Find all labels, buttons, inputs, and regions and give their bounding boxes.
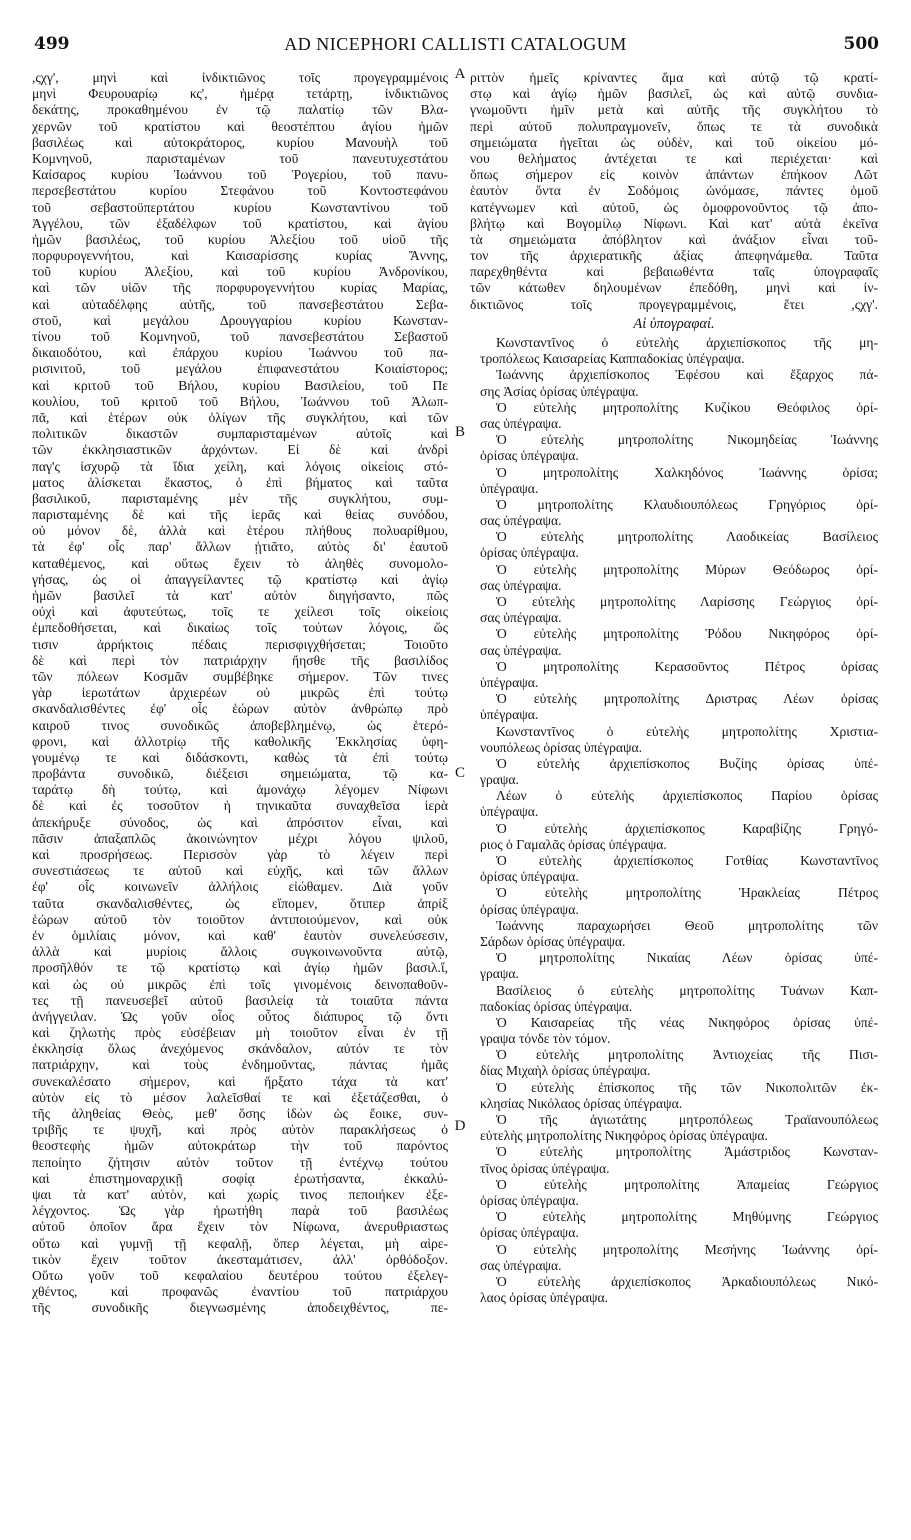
subscription-line: Ὁ εὐτελὴς μητροπολίτης Ἀμάστριδος Κωνσταν-	[496, 1144, 878, 1160]
text-line: ἐκκλησίᾳ ὅλως ἀνεχόμενος σκάνδαλον, αὐτόν τε τὸν	[32, 1041, 448, 1057]
subscription-continuation: σας ὑπέγραψα.	[480, 642, 562, 658]
margin-letter-b: B	[454, 424, 465, 440]
subscription-continuation: τροπόλεως Καισαρείας Καππαδοκίας ὑπέγραψα.	[480, 351, 745, 367]
text-line: ἐν ὁμιλίαις μόνον, καὶ καθ' ἑαυτὸν συνελεύσεσιν,	[32, 927, 448, 943]
subscription-continuation: ὑπέγραψα.	[480, 480, 539, 496]
subscription-line: Ὁ εὐτελὴς μητροπολίτης Δριστρας Λέων ὁρίσας	[496, 691, 878, 707]
text-line: οὐ μόνον δὲ, ἀλλὰ καὶ ἑτέρου πλήθους πολυαρίθμου,	[32, 523, 448, 539]
text-line: ἀπεκήρυξε σύνοδος, ὡς καὶ ἀπρόσιτον εἶναι, καὶ	[32, 814, 448, 830]
subscription-line: Ὁ εὐτελὴς μητροπολίτης Ἀντιοχείας τῆς Πισι-	[496, 1047, 878, 1063]
text-line: τες τῇ πανευσεβεῖ αὐτοῦ βασιλείᾳ τὰ τοιαῦτα πάντα	[32, 992, 448, 1008]
left-column	[32, 70, 448, 1316]
subscription-continuation: σας ὑπέγραψα.	[480, 1257, 562, 1273]
subscription-continuation: λαος ὁρίσας ὑπέγραψα.	[480, 1290, 609, 1306]
right-column	[470, 70, 878, 1306]
text-line: τῆς ἀληθείας Θεὸς, μεθ' ὅσης ἰδὼν ὡς ἔοικε, συν-	[32, 1106, 448, 1121]
subscription-line: Ὁ μητροπολίτης Κερασοῦντος Πέτρος ὁρίσας	[496, 658, 878, 674]
text-line: παρισταμένης δὲ καὶ τῆς ἱερᾶς καὶ θείας συνόδου,	[32, 507, 448, 523]
text-line: δὲ καὶ ἐς τοσοῦτον ἡ τηνικαῦτα συναχθεῖσα ἱερὰ	[32, 798, 448, 814]
text-line: τῶν πόλεων Κοσμᾶν συμβέβηκε σήμερον. Τῶν τινες	[32, 668, 448, 684]
text-line: καὶ κριτοῦ τοῦ Βήλου, κυρίου Βασιλείου, τοῦ Πε	[32, 377, 448, 393]
text-line: μηνὶ Φευρουαρίῳ κς', ἡμέρᾳ τετάρτῃ, ἰνδικτιῶνος	[32, 86, 448, 102]
text-line: δεκάτης, προκαθημένου ἐν τῷ παλατίῳ τῶν Βλα-	[32, 102, 448, 118]
text-line: συνεστιάσεως τε αὐτοῦ καὶ εὐχῆς, καὶ τῶν ἄλλων	[32, 863, 448, 879]
text-line: τὰ ἐφ' οἷς παρ' ἄλλων ᾐτιᾶτο, αὐτὸς δι' ἑαυτοῦ	[32, 539, 448, 555]
text-line: συνεκαλέσατο σήμερον, καὶ ἤρξατο τάχα τὰ κατ'	[32, 1073, 448, 1089]
subscription-line: Ὁ εὐτελὴς ἐπίσκοπος τῆς τῶν Νικοπολιτῶν ἐκ-	[496, 1079, 878, 1095]
text-line: Καίσαρος κυρίου Ἰωάννου τοῦ Ῥογερίου, τοῦ πανυ-	[32, 167, 448, 183]
subscription-line: Κωνσταντῖνος ὁ εὐτελὴς μητροπολίτης Χριστια-	[496, 723, 878, 739]
subscription-continuation: ὑπέγραψα.	[480, 707, 539, 723]
text-line: καὶ ὡς οὐ μικρῶς ἐπὶ τοῖς γινομένοις δεινοπαθοῦν-	[32, 976, 448, 992]
subscription-line: Ὁ μητροπολίτης Νικαίας Λέων ὁρίσας ὑπέ-	[496, 950, 878, 966]
text-line: καὶ αὐταδέλφης αὐτῆς, τοῦ πανσεβεστάτου Σεβα-	[32, 296, 448, 312]
subscription-line: Ὁ μητροπολίτης Χαλκηδόνος Ἰωάννης ὁρίσα;	[496, 464, 878, 480]
text-line: καὶ τῶν υἱῶν τῆς πορφυρογεννήτου κυρίας Μαρίας,	[32, 280, 448, 296]
text-line: ριττὸν ἡμεῖς κρίναντες ἅμα καὶ αὐτῷ τῷ κρατί-	[470, 70, 878, 85]
subscription-line: Ὁ εὐτελὴς μητροπολίτης Ἡρακλείας Πέτρος	[496, 885, 878, 901]
text-line: δικτιῶνος τοῖς προγεγραμμένοις, ἔτει ,ςχγ'.	[470, 296, 878, 312]
margin-letter-d: D	[454, 1118, 466, 1134]
subscription-line: Ὁ εὐτελὴς μητροπολίτης Μεσήνης Ἰωάννης ὁρί-	[496, 1241, 878, 1257]
text-line: ἐφ' οἷς κοινωνεῖν ἀλλήλοις εἰώθαμεν. Διὰ γοῦν	[32, 879, 448, 895]
subscription-continuation: τῖνος ὁρίσας ὑπέγραψα.	[480, 1160, 610, 1176]
text-line: ἀνήγγειλαν. Ὡς γοῦν οἷος οὗτος διάπυρος τῷ ὄντι	[32, 1008, 448, 1024]
text-line: τισιν ἀρρήκτοις πέδαις περισφιγχθήσεται; Τοιοῦτο	[32, 636, 448, 652]
text-line: λέγχοντος. Ὡς γὰρ ἠρωτήθη παρὰ τοῦ βασιλέως	[32, 1203, 448, 1219]
text-line: καὶ ζηλωτὴς πρὸς εὐσέβειαν μὴ τοιοῦτον εἶναι ἐν τῇ	[32, 1025, 448, 1041]
subscription-continuation: ριος ὁ Γαμαλᾶς ὁρίσας ὑπέγραψα.	[480, 836, 667, 852]
text-line: τοῦ σεβαστοϋπερτάτου κυρίου Κωνσταντίνου τοῦ	[32, 199, 448, 215]
text-line: σκανδαλισθέντες ἐφ' οἷς ἑώρων αὐτὸν ἀνθρώπῳ πρὸ	[32, 701, 448, 717]
text-line: χερνῶν τοῦ κρατίστου καὶ θεοστέπτου ἁγίου ἡμῶν	[32, 118, 448, 134]
text-line: Ἀγγέλου, τῶν ἐξαδέλφων τοῦ κρατίστου, καὶ ἁγίου	[32, 215, 448, 231]
text-line: τῆς συνοδικῆς διεγνωσμένης ἀποδειχθέντος, πε-	[32, 1300, 448, 1316]
text-line: πεποίητο ζήτησιν αὐτὸν τοῦτον τῇ ἐντέχνῳ τούτου	[32, 1154, 448, 1170]
text-line: ταῦτα σκανδαλισθέντες, ὡς εἴπομεν, ὅτιπερ ἀπρίξ	[32, 895, 448, 911]
subscription-continuation: ὁρίσας ὑπέγραψα.	[480, 1225, 579, 1241]
subscription-continuation: σας ὑπέγραψα.	[480, 610, 562, 626]
running-header	[28, 34, 883, 60]
text-line: δὲ καὶ περὶ τὸν πατριάρχην ἤησθε τῆς βασιλίδος	[32, 652, 448, 668]
text-line: πατριάρχην, καὶ τοὺς ἐνδημοῦντας, πάντας ἡμᾶς	[32, 1057, 448, 1073]
subscription-continuation: νουπόλεως ὁρίσας ὑπέγραψα.	[480, 739, 643, 755]
text-line: ρισινιτοῦ, τοῦ μεγάλου ἐπιφανεστάτου Κοιαίστορος;	[32, 361, 448, 377]
text-line: βασιλέως καὶ αὐτοκράτορος, κυρίου Μανουὴλ τοῦ	[32, 134, 448, 150]
text-line: τοῦ κυρίου Ἀλεξίου, καὶ τοῦ κυρίου Ἀνδρονίκου,	[32, 264, 448, 280]
subscription-line: Ὁ εὐτελὴς μητροπολίτης Κυζίκου Θεόφιλος ὁρί-	[496, 399, 878, 415]
section-heading: Αἱ ὑπογραφαί.	[633, 315, 715, 332]
subscription-continuation: ὑπέγραψα.	[480, 674, 539, 690]
text-line: ἡμῶν βασιλέως, τοῦ κυρίου Ἀλεξίου τοῦ υἱοῦ τῆς	[32, 231, 448, 247]
text-line: παρεχθηθέντα καὶ βεβαιωθέντα ταῖς ὑπογραφαῖς	[470, 264, 878, 280]
text-line: ἀλλὰ καὶ μυρίοις ἄλλοις συγκοινωνοῦντα αὐτῷ,	[32, 944, 448, 960]
text-line: αὐτὸν εἰς τὸ μέσον λαλεῖσθαί τε καὶ ἐξετάζεσθαι, ὁ	[32, 1089, 448, 1105]
text-line: τῶν κάτωθεν δηλουμένων ἐπεδόθη, μηνὶ καὶ ἰν-	[470, 280, 878, 296]
text-line: χθέντος, καὶ προφανῶς ἐναντίου τοῦ πατριάρχου	[32, 1284, 448, 1300]
subscription-continuation: εὐτελὴς μητροπολίτης Νικηφόρος ὁρίσας ὑπέγραψα.	[480, 1128, 768, 1144]
text-line: κατέγνωμεν καὶ αὐτοῦ, ὡς ὁμοφρονοῦντος τῷ ἀπο-	[470, 199, 878, 215]
subscription-line: Ὁ εὐτελὴς ἀρχιεπίσκοπος Βυζίης ὁρίσας ὑπέ-	[496, 755, 878, 771]
subscription-line: Ὁ εὐτελὴς μητροπολίτης Μύρων Θεόδωρος ὁρί-	[496, 561, 878, 577]
text-line: πορφυρογεννήτου, καὶ Καισαρίσσης κυρίας Ἄννης,	[32, 248, 448, 264]
subscription-line: Ὁ εὐτελὴς ἀρχιεπίσκοπος Ἀρκαδιουπόλεως Νικό-	[496, 1273, 878, 1289]
text-line: γνωμοῦντι ἡμῖν μετὰ καὶ αὐτῆς τῆς συγκλήτου τὸ	[470, 102, 878, 118]
subscription-line: Ὁ εὐτελὴς μητροπολίτης Ἀπαμείας Γεώργιος	[496, 1176, 878, 1192]
subscription-line: Ὁ εὐτελὴς μητροπολίτης Μηθύμνης Γεώργιος	[496, 1209, 878, 1225]
text-line: ταράτῳ δὴ τούτῳ, καὶ ἀμονάχῳ λέγομεν Νίφωνι	[32, 782, 448, 798]
running-title: AD NICEPHORI CALLISTI CATALOGUM	[284, 34, 627, 54]
text-line: σημειώματα ἡγεῖται ὡς οὐδὲν, καὶ τοῦ οἰκείου μό-	[470, 134, 878, 150]
text-line: αὐτοῦ ὁποῖον ἄρα ἔχειν τὸν Νίφωνα, ἀνερυθριαστως	[32, 1219, 448, 1235]
subscription-continuation: παδοκίας ὁρίσας ὑπέγραψα.	[480, 998, 633, 1014]
text-line: στῳ καὶ ἁγίῳ ἡμῶν βασιλεῖ, ὡς καὶ αὐτῷ συνδια-	[470, 86, 878, 102]
text-line: ψαι τὰ κατ' αὐτὸν, καὶ χωρίς τινος πεποιήκεν ἐξε-	[32, 1186, 448, 1202]
subscription-continuation: ὁρίσας ὑπέγραψα.	[480, 869, 579, 885]
subscription-continuation: ὁρίσας ὑπέγραψα.	[480, 448, 579, 464]
subscription-continuation: Σάρδων ὁρίσας ὑπέγραψα.	[480, 933, 626, 949]
text-line: καὶ ἐπιστημοναρχικῇ σοφίᾳ ἐρωτήσαντα, ἐκκαλύ-	[32, 1170, 448, 1186]
text-line: ὅπως σήμερον εἰς κοινὸν ἁπάντων ἐπήκοον Λῶτ	[470, 167, 878, 183]
text-line: Οὕτω γοῦν τοῦ κεφαλαίου δευτέρου τούτου ἐξελεγ-	[32, 1267, 448, 1283]
text-line: νου θελήματος ἀντέχεται τε καὶ περιέχεται· καὶ	[470, 150, 878, 166]
text-line: Κομνηνοῦ, παρισταμένων τοῦ πανευτυχεστάτου	[32, 150, 448, 166]
subscription-continuation: σας ὑπέγραψα.	[480, 415, 562, 431]
text-line: θεοστεφὴς ἡμῶν αὐτοκράτωρ τὴν τοῦ παρόντος	[32, 1138, 448, 1154]
subscription-continuation: γραψα τόνδε τὸν τόμον.	[480, 1031, 611, 1047]
text-line: ἑαυτὸν ὄντα ἐν Σοδόμοις ὠνόμασε, πάντες ὁμοῦ	[470, 183, 878, 199]
subscription-continuation: σας ὑπέγραψα.	[480, 513, 562, 529]
text-line: γουμένῳ τε καὶ διδάσκοντι, καθὼς τὰ ἐπὶ τούτῳ	[32, 749, 448, 765]
text-line: περὶ αὐτοῦ πολυπραγμονεῖν, ὅπως τε τὰ συνοδικὰ	[470, 118, 878, 134]
text-line: τριβῆς τε ψυχῆ, καὶ πρὸς αὐτὸν παρακλήσεως ὁ	[32, 1122, 448, 1138]
text-line: καιροῦ τινος συνοδικῶς ἀποβεβλημένῳ, ὡς ἑτερό-	[32, 717, 448, 733]
text-line: καταθέμενος, καὶ οὕτως ἔχειν τὸ ἀληθὲς συνομολο-	[32, 555, 448, 571]
text-line: περσεβεστάτου κυρίου Στεφάνου τοῦ Κοντοστεφάνου	[32, 183, 448, 199]
text-line: γὰρ ἱερωτάτων ἀρχιερέων οὐ μικρῶς ἐπὶ τούτῳ	[32, 685, 448, 701]
text-line: γήσας, ὡς οἱ ἀπαγγείλαντες τῷ κρατίστῳ καὶ ἁγίῳ	[32, 571, 448, 587]
subscription-continuation: δίας Μιχαὴλ ὁρίσας ὑπέγραψα.	[480, 1063, 651, 1079]
subscription-continuation: σας ὑπέγραψα.	[480, 577, 562, 593]
subscription-line: Βασίλειος ὁ εὐτελὴς μητροπολίτης Τυάνων Καπ-	[496, 982, 878, 998]
subscription-line: Λέων ὁ εὐτελὴς ἀρχιεπίσκοπος Παρίου ὁρίσας	[496, 788, 878, 804]
subscription-continuation: γραψα.	[480, 772, 519, 788]
subscription-continuation: γραψα.	[480, 966, 519, 982]
page-number-left: 499	[34, 34, 70, 54]
subscription-continuation: ὑπέγραψα.	[480, 804, 539, 820]
text-line: πᾶσιν ἀπαξαπλῶς ἀκοινώνητον μέχρι λόγου ψιλοῦ,	[32, 830, 448, 846]
text-line: τῶν ἐκκλησιαστικῶν ἀρχόντων. Εἰ δὲ καὶ ἀνδρὶ	[32, 442, 448, 458]
text-line: στοῦ, καὶ μεγάλου Δρουγγαρίου κυρίου Κωνσταν-	[32, 312, 448, 328]
text-line: δικαιοδότου, καὶ ἐπάρχου κυρίου Ἰωάννου τοῦ πα-	[32, 345, 448, 361]
text-line: παγ'ς ἰσχυρῷ τὰ ἴδια χείλη, καὶ λόγοις οἰκείοις στό-	[32, 458, 448, 474]
text-line: τον τῆς ἀρχιερατικῆς ἀξίας ἀπεφηνάμεθα. Ταῦτα	[470, 248, 878, 264]
subscription-line: Ἰωάννης ἀρχιεπίσκοπος Ἐφέσου καὶ ἔξαρχος πά-	[496, 367, 878, 383]
subscription-continuation: κλησίας Νικόλαος ὁρίσας ὑπέγραψα.	[480, 1095, 683, 1111]
subscription-continuation: ὁρίσας ὑπέγραψα.	[480, 1192, 579, 1208]
page-number-right: 500	[843, 34, 879, 54]
subscription-continuation: ὁρίσας ὑπέγραψα.	[480, 901, 579, 917]
text-line: τικὸν ἔχειν τοῦτον ἀκεσταμάτισεν, ἀλλ' ὀρθόδοξον.	[32, 1251, 448, 1267]
subscription-line: Ὁ μητροπολίτης Κλαυδιουπόλεως Γρηγόριος ὁρί-	[496, 496, 878, 512]
subscription-continuation: σης Ἀσίας ὁρίσας ὑπέγραψα.	[480, 383, 639, 399]
subscription-line: Ὁ εὐτελὴς ἀρχιεπίσκοπος Καραβίζης Γρηγό-	[496, 820, 878, 836]
subscription-line: Ὁ εὐτελὴς μητροπολίτης Λαοδικείας Βασίλειος	[496, 529, 878, 545]
text-line: προσῆλθόν τε τῷ κρατίστῳ καὶ ἁγίῳ ἡμῶν βασιλ.ἴ,	[32, 960, 448, 976]
margin-letter-a: A	[454, 66, 466, 82]
subscription-line: Ὁ εὐτελὴς μητροπολίτης Νικομηδείας Ἰωάννης	[496, 432, 878, 448]
subscription-line: Κωνσταντῖνος ὁ εὐτελὴς ἀρχιεπίσκοπος τῆς μη-	[496, 335, 878, 350]
text-line: ἑώρων αὐτοῦ τὸν τοιοῦτον ἀντιποιούμενον, καὶ οὐκ	[32, 911, 448, 927]
text-line: ,ςχγ', μηνὶ καὶ ἰνδικτιῶνος τοῖς προγεγραμμένοις	[32, 70, 448, 85]
text-line: βλήτῳ καὶ Βογομίλῳ Νίφωνι. Καὶ κατ' αὐτὰ ἐκεῖνα	[470, 215, 878, 231]
text-line: προβάντα συνοδικῶ, διέξεισι σημειώματα, τῷ κα-	[32, 766, 448, 782]
subscription-line: Ὁ Καισαρείας τῆς νέας Νικηφόρος ὁρίσας ὑπέ-	[496, 1014, 878, 1030]
margin-letter-c: C	[454, 765, 465, 781]
text-line: βασιλικοῦ, παρισταμένης μὲν τῆς συγκλήτου, συμ-	[32, 490, 448, 506]
text-line: οὐχὶ καὶ ἀφυτεύτως, τοῖς τε χείλεσι τοῖς οἰκείοις	[32, 604, 448, 620]
subscription-line: Ὁ τῆς ἁγιωτάτης μητροπόλεως Τραϊανουπόλεως	[496, 1112, 878, 1127]
text-line: καὶ προσρήσεως. Περισσὸν γὰρ τὸ λέγειν περὶ	[32, 847, 448, 862]
text-line: πολιτικῶν δικαστῶν συμπαρισταμένων αὐτοῖς καὶ	[32, 426, 448, 442]
text-line: ἡμῶν βασιλεῖ τὰ κατ' αὐτὸν διηγήσαντο, πῶς	[32, 588, 448, 603]
subscription-line: Ὁ εὐτελὴς μητροπολίτης Λαρίσσης Γεώργιος ὁρί-	[496, 594, 878, 609]
subscription-line: Ἰωάννης παραχωρήσει Θεοῦ μητροπολίτης τῶν	[496, 917, 878, 933]
text-line: πᾶ, καὶ ἑτέρων οὐκ ὀλίγων τῆς συγκλήτου, καὶ τῶν	[32, 409, 448, 425]
text-line: ἐμπεδοθήσεται, καὶ δικαίως τοῖς τούτων λόγοις, ὥς	[32, 620, 448, 636]
text-line: τὰ σημειώματα ἀπόβλητον καὶ ἀνάξιον εἶναι τοῦ-	[470, 231, 878, 247]
text-line: κουλίου, τοῦ κριτοῦ τοῦ Βήλου, Ἰωάννου τοῦ Ἀλωπ-	[32, 393, 448, 409]
text-line: οὕτω καὶ γυμνῇ τῇ κεφαλῇ, ὅπερ λέγεται, μὴ αἱρε-	[32, 1235, 448, 1251]
text-line: φρονι, καὶ ἀλλοτρίῳ τῆς καθολικῆς Ἐκκλησίας ὑφη-	[32, 733, 448, 749]
subscription-line: Ὁ εὐτελὴς μητροπολίτης Ῥόδου Νικηφόρος ὁρί-	[496, 626, 878, 642]
text-line: τίνου τοῦ Κομνηνοῦ, τοῦ πανσεβεστάτου Σεβαστοῦ	[32, 329, 448, 344]
text-line: ματος ἁλίσκεται ἕκαστος, ὁ ἐπὶ βήματος καὶ ταῦτα	[32, 474, 448, 490]
subscription-line: Ὁ εὐτελὴς ἀρχιεπίσκοπος Γοτθίας Κωνσταντῖνος	[496, 853, 878, 868]
subscription-continuation: ὁρίσας ὑπέγραψα.	[480, 545, 579, 561]
